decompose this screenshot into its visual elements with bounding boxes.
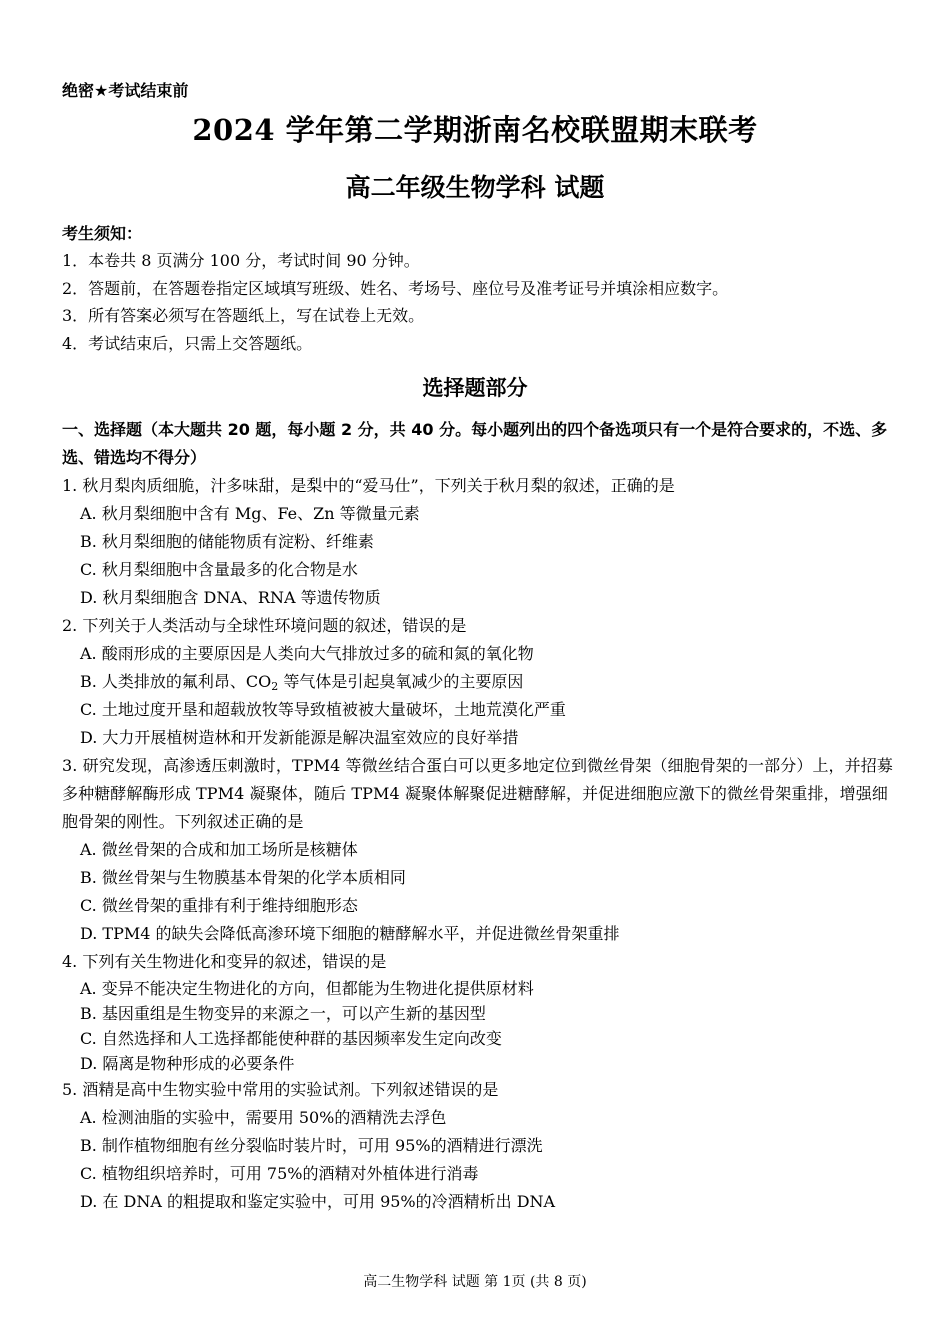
exam-title: 2024 学年第二学期浙南名校联盟期末联考 <box>192 113 758 147</box>
subscript: 2 <box>271 680 279 693</box>
option-d: D. TPM4 的缺失会降低高渗环境下细胞的糖酵解水平，并促进微丝骨架重排 <box>80 924 620 943</box>
question-4 <box>62 948 902 1076</box>
option-d: D. 在 DNA 的粗提取和鉴定实验中，可用 95%的冷酒精析出 DNA <box>80 1192 556 1211</box>
exam-subtitle: 高二年级生物学科 试题 <box>345 173 605 202</box>
notice-item: 4．考试结束后，只需上交答题纸。 <box>62 333 313 353</box>
option-b-text: B. 人类排放的氟利昂、CO <box>80 672 272 691</box>
option-a: A. 酸雨形成的主要原因是人类向大气排放过多的硫和氮的氧化物 <box>80 644 534 663</box>
section-instructions: 一、选择题（本大题共 20 题，每小题 2 分，共 40 分。每小题列出的四个备选项只有一个是符合要求的，不选、多选、错选均不得分） <box>62 420 888 467</box>
question-1 <box>62 472 902 612</box>
option-b <box>62 668 902 696</box>
question-stem: 5. 酒精是高中生物实验中常用的实验试剂。下列叙述错误的是 <box>62 1080 499 1099</box>
question-stem: 3. 研究发现，高渗透压刺激时，TPM4 等微丝结合蛋白可以更多地定位到微丝骨架（细胞骨架的一部分）上，并招募多种糖酵解酶形成 TPM4 凝聚体，随后 TPM4 凝聚体解聚促进糖酵解，并促进细胞应激下的微丝骨架重排，增强细胞骨架的刚性。下列叙述正确的是 <box>62 756 893 831</box>
option-c: C. 植物组织培养时，可用 75%的酒精对外植体进行消毒 <box>80 1164 479 1183</box>
question-stem: 1. 秋月梨肉质细脆，汁多味甜，是梨中的“爱马仕”，下列关于秋月梨的叙述，正确的是 <box>62 476 675 495</box>
option-c: C. 微丝骨架的重排有利于维持细胞形态 <box>80 896 358 915</box>
option-d: D. 秋月梨细胞含 DNA、RNA 等遗传物质 <box>80 588 381 607</box>
option-d: D. 大力开展植树造林和开发新能源是解决温室效应的良好举措 <box>80 728 519 747</box>
option-b: B. 微丝骨架与生物膜基本骨架的化学本质相同 <box>80 868 406 887</box>
option-a: A. 检测油脂的实验中，需要用 50%的酒精洗去浮色 <box>80 1108 447 1127</box>
question-2 <box>62 612 902 752</box>
question-list <box>62 472 902 1216</box>
notice-list <box>62 247 902 357</box>
question-stem: 2. 下列关于人类活动与全球性环境问题的叙述，错误的是 <box>62 616 467 635</box>
option-a: A. 秋月梨细胞中含有 Mg、Fe、Zn 等微量元素 <box>80 504 420 523</box>
notice-item: 2．答题前，在答题卷指定区域填写班级、姓名、考场号、座位号及准考证号并填涂相应数字。 <box>62 278 729 298</box>
option-a: A. 微丝骨架的合成和加工场所是核糖体 <box>80 840 358 859</box>
notice-item: 3．所有答案必须写在答题纸上，写在试卷上无效。 <box>62 306 425 325</box>
confidential-label: 绝密★考试结束前 <box>62 81 189 100</box>
notice-item: 1．本卷共 8 页满分 100 分，考试时间 90 分钟。 <box>62 251 420 270</box>
option-b: B. 基因重组是生物变异的来源之一，可以产生新的基因型 <box>80 1004 486 1023</box>
question-3 <box>62 752 902 948</box>
section-title: 选择题部分 <box>422 376 528 400</box>
option-b: B. 秋月梨细胞的储能物质有淀粉、纤维素 <box>80 532 374 551</box>
option-b-text-rest: 等气体是引起臭氧减少的主要原因 <box>278 672 524 691</box>
page-footer: 高二生物学科 试题 第 1页 (共 8 页) <box>363 1274 587 1290</box>
notice-heading: 考生须知： <box>62 224 143 243</box>
question-5 <box>62 1076 902 1216</box>
option-b: B. 制作植物细胞有丝分裂临时装片时，可用 95%的酒精进行漂洗 <box>80 1136 543 1155</box>
option-c: C. 自然选择和人工选择都能使种群的基因频率发生定向改变 <box>80 1029 502 1048</box>
option-c: C. 秋月梨细胞中含量最多的化合物是水 <box>80 560 358 579</box>
option-a: A. 变异不能决定生物进化的方向，但都能为生物进化提供原材料 <box>80 979 534 998</box>
option-d: D. 隔离是物种形成的必要条件 <box>80 1054 295 1073</box>
option-c: C. 土地过度开垦和超载放牧等导致植被被大量破坏，土地荒漠化严重 <box>80 700 566 719</box>
question-stem: 4. 下列有关生物进化和变异的叙述，错误的是 <box>62 952 387 971</box>
